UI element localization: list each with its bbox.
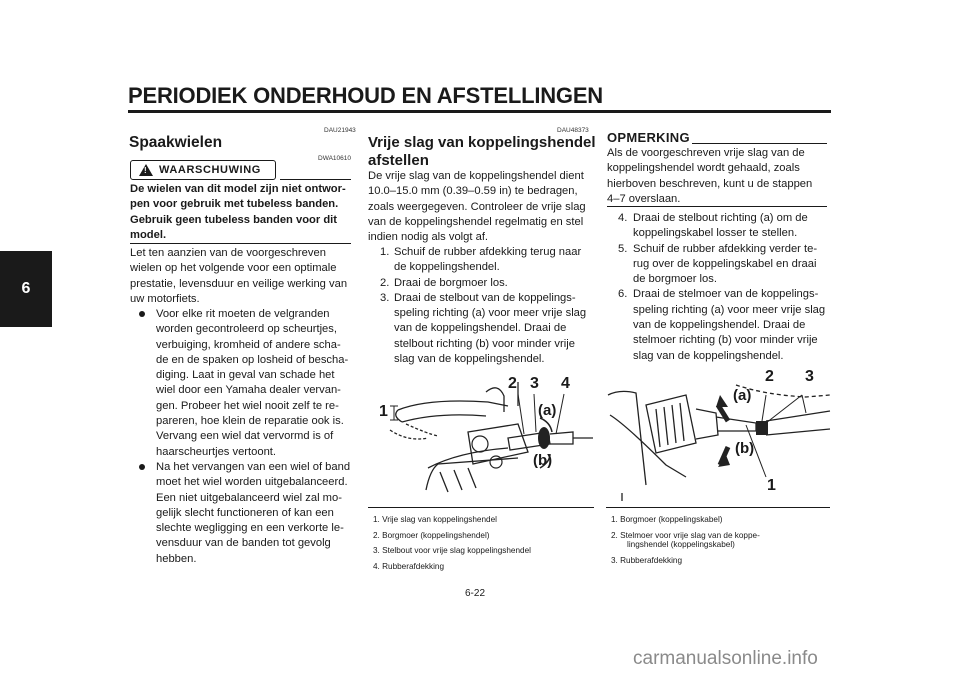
step-item xyxy=(618,211,833,242)
step-item xyxy=(380,245,595,276)
warning-line: model. xyxy=(130,228,167,241)
figure-label: (a) xyxy=(733,387,752,404)
text-line: moet het wiel worden uitgebalanceerd. xyxy=(156,476,348,489)
clutch-cable-illustration xyxy=(606,365,832,505)
text-line: Draai de stelmoer van de koppelings- xyxy=(633,288,819,301)
text-line: pareren, hoe klein de reparatie ook is. xyxy=(156,415,344,428)
text-line: speling richting (a) voor meer vrije slag xyxy=(394,307,587,320)
text-line: speling richting (a) voor meer vrije slag xyxy=(633,303,826,316)
figure-captions xyxy=(373,512,599,574)
text-line: van de koppelingshendel. Draai de xyxy=(394,322,567,335)
warning-line: De wielen van dit model zijn niet ontwor- xyxy=(130,183,346,195)
caption-rule xyxy=(368,507,594,508)
figure-label: 4 xyxy=(561,375,570,392)
figure-label: (a) xyxy=(538,402,557,419)
page-number: 6-22 xyxy=(465,588,486,599)
figure-label: 3 xyxy=(530,375,539,392)
text-line: De vrije slag van de koppelingshendel dient xyxy=(368,170,584,182)
bullet-item xyxy=(139,307,354,460)
warning-end-rule xyxy=(130,243,351,244)
watermark: carmanualsonline.info xyxy=(633,648,818,669)
text-line: van de koppelingshendel. Draai de xyxy=(633,319,806,332)
text-line: verbuiging, kromheid of andere scha- xyxy=(156,338,341,351)
text-line: van de koppelingshendel regelmatig en stel xyxy=(368,215,584,228)
warning-code: DWA10610 xyxy=(318,155,351,162)
step-item xyxy=(618,287,833,363)
caption-line: 4. Rubberafdekking xyxy=(373,561,445,571)
heading-line: Vrije slag van koppelingshendel xyxy=(368,134,596,151)
figure-captions xyxy=(611,512,831,569)
intro-paragraph xyxy=(130,246,354,307)
text-line: Als de voorgeschreven vrije slag van de xyxy=(607,147,805,159)
text-line: wielen op het volgende voor een optimale xyxy=(130,262,337,275)
figure-label: 3 xyxy=(805,368,814,385)
section-heading: Spaakwielen xyxy=(129,134,223,151)
text-line: slag van de koppelingshendel. xyxy=(394,353,545,366)
heading-line: afstellen xyxy=(368,152,429,169)
figure-label: 2 xyxy=(508,375,517,392)
section-code: DAU48373 xyxy=(557,127,589,134)
figure-label: (b) xyxy=(533,452,553,469)
step-item xyxy=(380,291,595,367)
step-number: 3. xyxy=(380,291,390,304)
text-line: Draai de stelbout richting (a) om de xyxy=(633,212,808,224)
chapter-tab: 6 xyxy=(0,251,52,327)
warning-line: Gebruik geen tubeless banden voor dit xyxy=(130,213,338,226)
text-line: Schuif de rubber afdekking terug naar xyxy=(394,246,582,258)
text-line: gen. Probeer het wiel nooit zelf te re- xyxy=(156,399,339,412)
step-number: 4. xyxy=(618,212,628,224)
step-number: 5. xyxy=(618,242,628,255)
text-line: slag van de koppelingshendel. xyxy=(633,349,784,362)
step-item xyxy=(618,242,833,288)
step-list xyxy=(380,245,595,367)
warning-box xyxy=(130,160,276,180)
page-header-title: PERIODIEK ONDERHOUD EN AFSTELLINGEN xyxy=(128,83,603,108)
section-code: DAU21943 xyxy=(324,127,356,134)
caption-line: lingshendel (koppelingskabel) xyxy=(627,540,735,549)
text-line: koppelingskabel losser te stellen. xyxy=(633,227,798,240)
text-line: de borgmoer los. xyxy=(633,273,717,286)
text-line: Let ten aanzien van de voorgeschreven xyxy=(130,247,326,259)
text-line: stelmoer richting (b) voor minder vrije xyxy=(633,334,818,347)
warning-line: pen voor gebruik met tubeless banden. xyxy=(130,198,339,211)
figure-label: (b) xyxy=(735,440,755,457)
warning-icon: ! xyxy=(139,164,153,176)
figure-label: 1 xyxy=(379,403,388,420)
caption-line: 3. Rubberafdekking xyxy=(611,556,683,565)
text-line: diging. Laat in geval van schade het xyxy=(156,369,335,382)
text-line: prestatie, levensduur en veilige werking van xyxy=(130,277,348,290)
step-number: 6. xyxy=(618,288,628,301)
note-heading: OPMERKING xyxy=(607,130,690,145)
intro-paragraph xyxy=(368,169,594,245)
text-line: 4–7 overslaan. xyxy=(607,192,681,205)
text-line: stelbout richting (b) voor minder vrije xyxy=(394,337,575,350)
text-line: Schuif de rubber afdekking verder te- xyxy=(633,242,818,255)
text-line: Een niet uitgebalanceerd wiel zal mo- xyxy=(156,491,342,504)
text-line: gelijk slecht functioneren of kan een xyxy=(156,506,334,519)
text-line: de koppelingshendel. xyxy=(394,261,500,274)
caption-rule xyxy=(606,507,830,508)
text-line: haarscheurtjes vertoont. xyxy=(156,445,277,458)
text-line: indien nodig als volgt af. xyxy=(368,231,489,244)
step-item xyxy=(380,276,595,291)
bullet-item xyxy=(139,460,354,567)
caption-line: 1. Vrije slag van koppelingshendel xyxy=(373,515,497,524)
section-heading xyxy=(368,134,596,170)
text-line: Vervang een wiel dat vervormd is of xyxy=(156,430,334,443)
note-text xyxy=(607,146,831,207)
note-heading-rule xyxy=(692,143,827,144)
step-list xyxy=(618,211,833,364)
text-line: hebben. xyxy=(156,552,197,565)
text-line: Draai de borgmoer los. xyxy=(394,276,508,289)
bullet-icon xyxy=(139,307,156,460)
text-line: Na het vervangen van een wiel of band xyxy=(156,461,351,473)
text-line: zoals weergegeven. Controleer de vrije slag xyxy=(368,200,586,213)
text-line: vensduur van de banden tot gevolg xyxy=(156,537,331,550)
note-end-rule xyxy=(607,206,827,207)
caption-line: 2. Borgmoer (koppelingshendel) xyxy=(373,530,490,540)
text-line: Voor elke rit moeten de velgranden xyxy=(156,308,330,320)
text-line: worden gecontroleerd op scheurtjes, xyxy=(156,323,337,336)
figure-label: 1 xyxy=(767,477,776,494)
text-line: wiel door een Yamaha dealer vervan- xyxy=(156,384,341,397)
step-number: 2. xyxy=(380,276,390,289)
warning-text xyxy=(130,182,354,243)
caption-line: 1. Borgmoer (koppelingskabel) xyxy=(611,515,723,524)
figure-label: 2 xyxy=(765,368,774,385)
text-line: koppelingshendel wordt gehaald, zoals xyxy=(607,162,800,175)
text-line: 10.0–15.0 mm (0.39–0.59 in) te bedragen, xyxy=(368,185,578,198)
bullet-icon xyxy=(139,460,156,567)
text-line: rug over de koppelingskabel en draai xyxy=(633,257,817,270)
text-line: Draai de stelbout van de koppelings- xyxy=(394,291,576,304)
text-line: slechte wegligging en een verkorte le- xyxy=(156,522,344,535)
caption-line: 3. Stelbout voor vrije slag koppelingshendel xyxy=(373,546,531,555)
warning-label: WAARSCHUWING xyxy=(159,164,261,176)
step-number: 1. xyxy=(380,246,390,258)
text-line: hierboven beschreven, kunt u de stappen xyxy=(607,177,813,190)
text-line: de en de spaken op losheid of bescha- xyxy=(156,353,349,366)
warning-rule xyxy=(280,179,351,180)
text-line: uw motorfiets. xyxy=(130,292,200,305)
header-rule xyxy=(128,110,831,113)
caption-line: 2. Stelmoer voor vrije slag van de koppe- xyxy=(611,530,760,540)
